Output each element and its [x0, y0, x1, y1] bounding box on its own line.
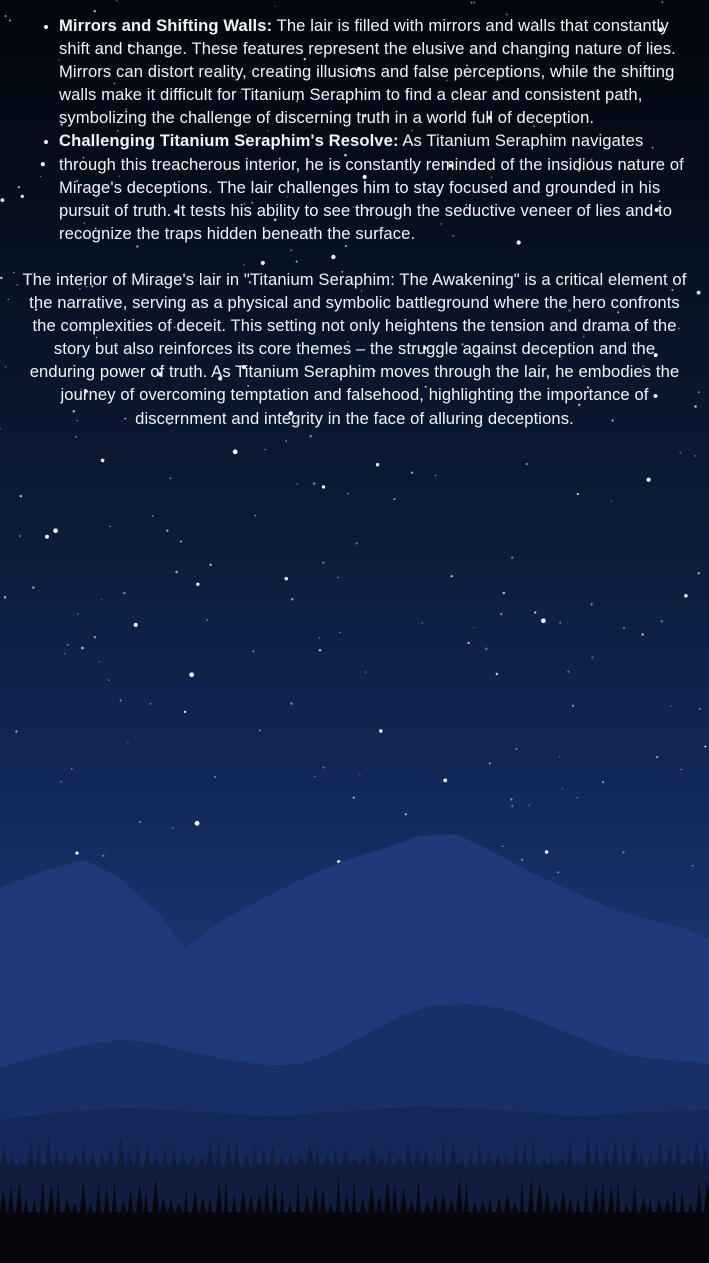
star [134, 623, 138, 627]
star [347, 493, 349, 495]
star [572, 705, 574, 707]
star [485, 648, 488, 651]
star [376, 463, 379, 466]
star [20, 495, 22, 497]
star [567, 671, 569, 673]
star [516, 748, 518, 750]
star [71, 768, 73, 770]
star [394, 498, 396, 500]
star [656, 756, 658, 758]
star [180, 540, 182, 542]
star [296, 484, 298, 486]
star [166, 529, 168, 531]
star [101, 599, 102, 600]
star [670, 706, 671, 707]
star [511, 805, 513, 807]
star [562, 788, 563, 789]
star [101, 459, 105, 463]
star [323, 767, 325, 769]
star [435, 475, 437, 477]
lair-description-text [0, 14, 709, 430]
summary-paragraph: The interior of Mirage's lair in "Titanium Seraphim: The Awakening" is a critical element of the narrative, serving as a physical and symbolic battleground where the hero confronts the complexities of deceit. This setting not only heightens the tension and drama of the story but also reinforces its core themes – the struggle against deception and the enduring power of truth. As Titanium Seraphim moves through the lair, he embodies the journey of overcoming temptation and falsehood, highlighting the importance of discernment and integrity in the face of alluring deceptions. [22, 269, 687, 428]
star [591, 603, 593, 605]
star [337, 577, 338, 578]
star [704, 746, 706, 748]
star [365, 671, 367, 673]
star [450, 575, 452, 577]
star [152, 515, 154, 517]
star [98, 661, 99, 662]
star [379, 729, 382, 732]
star [340, 632, 341, 633]
star [356, 542, 358, 544]
star [489, 763, 491, 765]
mountain-forest-silhouette [0, 820, 709, 1263]
star [602, 781, 604, 783]
star [577, 797, 578, 798]
star [353, 797, 355, 799]
list-item-term: Mirrors and Shifting Walls: [59, 16, 273, 35]
star [286, 440, 287, 441]
star [290, 702, 292, 704]
star [291, 598, 294, 601]
star [209, 564, 211, 566]
star [110, 526, 111, 527]
list-item-text: The lair is filled with mirrors and walls that constantly shift and change. These features represent the elusive and changing nature of lies. Mirrors can distort reality, creating illusions and false perceptions, while the shifting walls make it difficult for Titanium Seraphim to find a clear and consistent path, symbolizing the challenge of discerning truth in a world full of deception. [59, 16, 676, 128]
star [411, 471, 413, 473]
star [123, 592, 125, 594]
star [473, 2, 475, 4]
star [53, 528, 58, 533]
star [314, 776, 315, 777]
star [184, 711, 186, 713]
star [319, 649, 322, 652]
star [511, 556, 513, 558]
star [443, 778, 447, 782]
star [67, 644, 68, 645]
star [534, 611, 536, 613]
star [32, 586, 35, 589]
star [116, 0, 117, 1]
list-item-challenging-resolve [59, 129, 691, 244]
star [646, 478, 650, 482]
star [526, 463, 528, 465]
star [108, 679, 110, 681]
star [694, 455, 696, 457]
star [170, 477, 172, 479]
star [253, 650, 255, 652]
star [496, 673, 499, 676]
star [577, 493, 579, 495]
star [611, 500, 612, 501]
star [473, 627, 475, 629]
list-item-term: Challenging Titanium Seraphim's Resolve: [59, 131, 399, 151]
star [259, 730, 260, 731]
star [254, 515, 255, 516]
star [313, 482, 315, 484]
star [510, 798, 512, 800]
star [503, 592, 505, 594]
star [528, 805, 529, 806]
star [15, 730, 17, 732]
star [45, 535, 49, 539]
star [559, 622, 561, 624]
star [60, 781, 62, 783]
star [4, 596, 6, 598]
star [207, 619, 208, 620]
star [699, 708, 700, 709]
star [150, 703, 151, 704]
star [681, 769, 682, 770]
star [94, 10, 96, 12]
star [322, 485, 325, 488]
star [679, 452, 681, 454]
star [422, 622, 423, 623]
star [94, 636, 97, 639]
star [77, 613, 78, 614]
star [214, 776, 216, 778]
star [127, 742, 128, 743]
star [359, 774, 360, 775]
star [19, 535, 21, 537]
star [285, 577, 289, 581]
star [319, 637, 320, 638]
star [322, 562, 324, 564]
star [541, 618, 546, 623]
star [75, 436, 77, 438]
treeline-front [0, 1176, 709, 1263]
list-item-text: As Titanium Seraphim navigates through this treacherous interior, he is constantly reminded of the insidious nature of Mirage's deceptions. The lair challenges him to stay focused and grounded in his pursuit of truth. It tests his ability to see through the seductive veneer of lies and to recognize the traps hidden beneath the surface. [59, 131, 684, 243]
star [189, 672, 194, 677]
star [661, 1, 663, 3]
star [196, 583, 199, 586]
star [661, 620, 663, 622]
star [275, 6, 276, 7]
list-item-mirrors-walls [59, 14, 691, 129]
star [233, 449, 238, 454]
feature-list [0, 14, 691, 245]
star [405, 813, 407, 815]
star [120, 699, 122, 701]
star [64, 653, 66, 655]
star [684, 594, 688, 598]
star [591, 656, 593, 658]
star [698, 572, 700, 574]
star [310, 435, 312, 437]
star [175, 571, 178, 574]
star [500, 613, 502, 615]
star [471, 2, 473, 4]
star [467, 642, 469, 644]
star [623, 627, 625, 629]
star [559, 756, 560, 757]
star [641, 633, 643, 635]
star [265, 449, 267, 451]
star [81, 647, 84, 650]
